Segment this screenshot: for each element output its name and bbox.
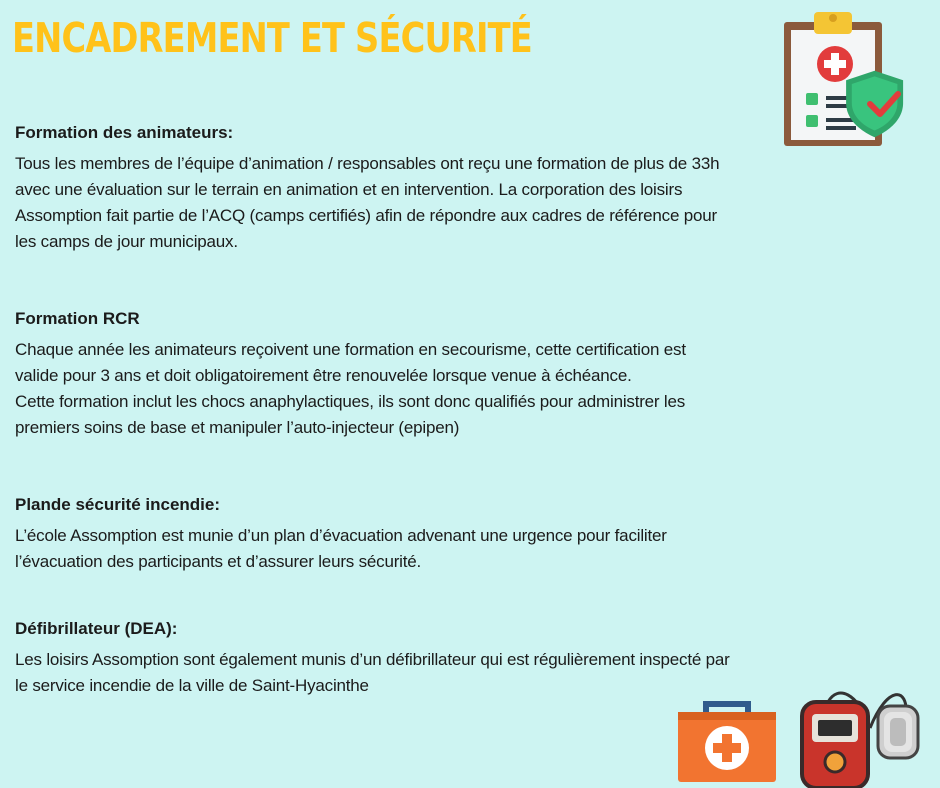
- section-heading: Formation des animateurs:: [15, 123, 234, 142]
- section-heading: Défibrillateur (DEA):: [15, 619, 178, 638]
- text-line: l’évacuation des participants et d’assurer leurs sécurité.: [15, 552, 422, 571]
- section-plan-securite-incendie: [15, 495, 940, 575]
- defibrillator-icon: [798, 684, 928, 788]
- section-heading: Formation RCR: [15, 309, 140, 328]
- section-text: [15, 523, 940, 575]
- text-line: Assomption fait partie de l’ACQ (camps certifiés) afin de répondre aux cadres de référence pour: [15, 206, 717, 225]
- text-line: le service incendie de la ville de Saint-Hyacinthe: [15, 676, 369, 695]
- section-text: [15, 337, 940, 441]
- text-line: Tous les membres de l’équipe d’animation / responsables ont reçu une formation de plus de 33h: [15, 154, 720, 173]
- section-heading: Plande sécurité incendie:: [15, 495, 221, 514]
- section-formation-rcr: [15, 309, 940, 441]
- text-line: avec une évaluation sur le terrain en animation et en intervention. La corporation des loisirs: [15, 180, 683, 199]
- text-line: L’école Assomption est munie d’un plan d’évacuation advenant une urgence pour faciliter: [15, 526, 667, 545]
- text-line: Cette formation inclut les chocs anaphylactiques, ils sont donc qualifiés pour administrer les: [15, 392, 686, 411]
- text-line: premiers soins de base et manipuler l’auto-injecteur (epipen): [15, 418, 460, 437]
- section-formation-animateurs: [15, 123, 940, 255]
- text-line: les camps de jour municipaux.: [15, 232, 238, 251]
- text-line: valide pour 3 ans et doit obligatoirement être renouvelée lorsque venue à échéance.: [15, 366, 632, 385]
- page-title: ENCADREMENT ET SÉCURITÉ: [12, 14, 532, 62]
- text-line: Chaque année les animateurs reçoivent une formation en secourisme, cette certification est: [15, 340, 686, 359]
- text-line: Les loisirs Assomption sont également munis d’un défibrillateur qui est régulièrement inspecté par: [15, 650, 730, 669]
- first-aid-kit-icon: [676, 700, 778, 784]
- section-text: [15, 151, 940, 255]
